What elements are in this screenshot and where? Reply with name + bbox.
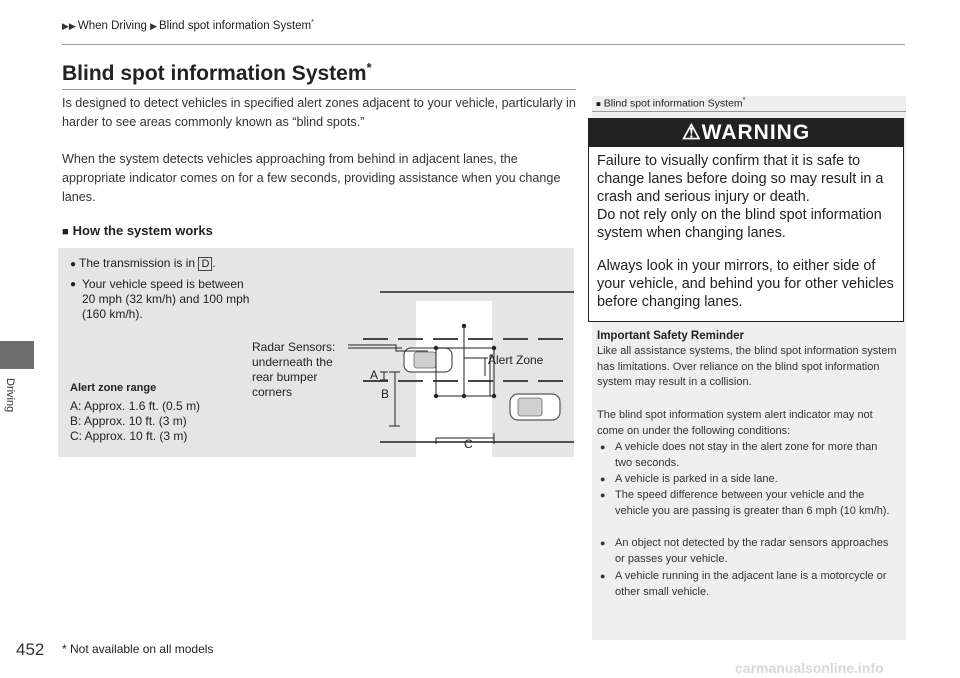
intro-paragraph-1: Is designed to detect vehicles in specified alert zones adjacent to your vehicle, particularly in harder to see areas commonly known as “blind spots.”	[62, 96, 576, 129]
sidebar-divider	[592, 111, 906, 112]
adjacent-vehicle	[510, 394, 560, 420]
dimension-a-label: A	[370, 368, 379, 382]
alert-zone-range-heading: Alert zone range	[70, 382, 157, 394]
chapter-tab	[0, 341, 34, 369]
warning-icon: ⚠	[681, 121, 702, 144]
condition-speed: ● Your vehicle speed is between 20 mph (32 km/h) and 100 mph (160 km/h).	[70, 277, 250, 321]
warning-text-1: Failure to visually confirm that it is safe to change lanes before doing so may result in a crash and serious injury or death.	[597, 153, 884, 205]
alert-zone-b: B: Approx. 10 ft. (3 m)	[70, 414, 187, 428]
title-divider	[62, 89, 576, 90]
own-vehicle	[404, 348, 452, 372]
bullet-icon: ●	[600, 474, 606, 484]
warning-text-2: Do not rely only on the blind spot information system when changing lanes.	[597, 207, 882, 241]
list-item: ● An object not detected by the radar sensors approaches or passes your vehicle.	[600, 537, 889, 565]
dimension-b-label: B	[381, 387, 390, 401]
section-heading: ■ How the system works	[62, 223, 213, 238]
bullet-icon: ●	[70, 279, 77, 290]
breadcrumb-item-when-driving[interactable]: When Driving	[77, 19, 147, 32]
alert-zone-label: Alert Zone	[488, 353, 544, 367]
footnote: * Not available on all models	[62, 642, 214, 656]
bullet-icon: ●	[70, 259, 77, 270]
conditions-intro: The blind spot information system alert indicator may not come on under the following conditions:	[597, 409, 873, 437]
breadcrumb	[62, 19, 314, 32]
bullet-icon: ●	[600, 442, 606, 452]
breadcrumb-asterisk: *	[311, 19, 314, 26]
warning-text-3: Always look in your mirrors, to either side of your vehicle, and behind you for other vehicles before changing lanes.	[597, 258, 894, 310]
page-number: 452	[16, 640, 45, 659]
square-bullet-icon: ■	[62, 226, 69, 238]
safety-reminder-text: Like all assistance systems, the blind spot information system has limitations. Over reliance on the blind spot information system may result in a collision.	[597, 345, 897, 388]
condition-transmission: ● The transmission is in D .	[70, 256, 216, 270]
bullet-icon: ●	[600, 538, 606, 548]
list-item: ● A vehicle is parked in a side lane.	[597, 472, 897, 488]
bullet-icon: ●	[600, 571, 606, 581]
list-item: ● A vehicle does not stay in the alert zone for more than two seconds.	[600, 441, 878, 469]
ref-marker-icon: ■	[596, 99, 601, 109]
warning-box	[588, 118, 904, 322]
dimension-c-label: C	[464, 437, 473, 451]
breadcrumb-item-bsi[interactable]: Blind spot information System	[159, 19, 312, 32]
safety-reminder-title: Important Safety Reminder	[597, 330, 744, 342]
double-arrow-icon: ▶▶	[62, 20, 76, 31]
list-item: ● The speed difference between your vehicle and the vehicle you are passing is greater than 6 mph (10 km/h).	[600, 489, 890, 517]
chapter-label: Driving	[4, 378, 16, 413]
alert-zone-c: C: Approx. 10 ft. (3 m)	[70, 429, 188, 443]
arrow-icon: ▶	[150, 20, 157, 31]
intro-paragraph-2: When the system detects vehicles approaching from behind in adjacent lanes, the appropriate indicator comes on for a few seconds, providing assistance when you change lanes.	[62, 152, 561, 204]
page-title: Blind spot information System*	[62, 60, 372, 85]
bullet-icon: ●	[600, 490, 606, 500]
header-divider	[62, 44, 905, 45]
list-item: ● A vehicle running in the adjacent lane is a motorcycle or other small vehicle.	[600, 570, 887, 598]
warning-header: ⚠WARNING	[589, 119, 903, 147]
gear-d-indicator: D	[198, 257, 212, 271]
radar-sensors-label: Radar Sensors: underneath the rear bumper corners	[252, 340, 336, 399]
alert-zone-a: A: Approx. 1.6 ft. (0.5 m)	[70, 399, 201, 413]
sidebar-heading: ■ Blind spot information System*	[596, 97, 746, 110]
watermark: carmanualsonline.info	[735, 660, 884, 676]
